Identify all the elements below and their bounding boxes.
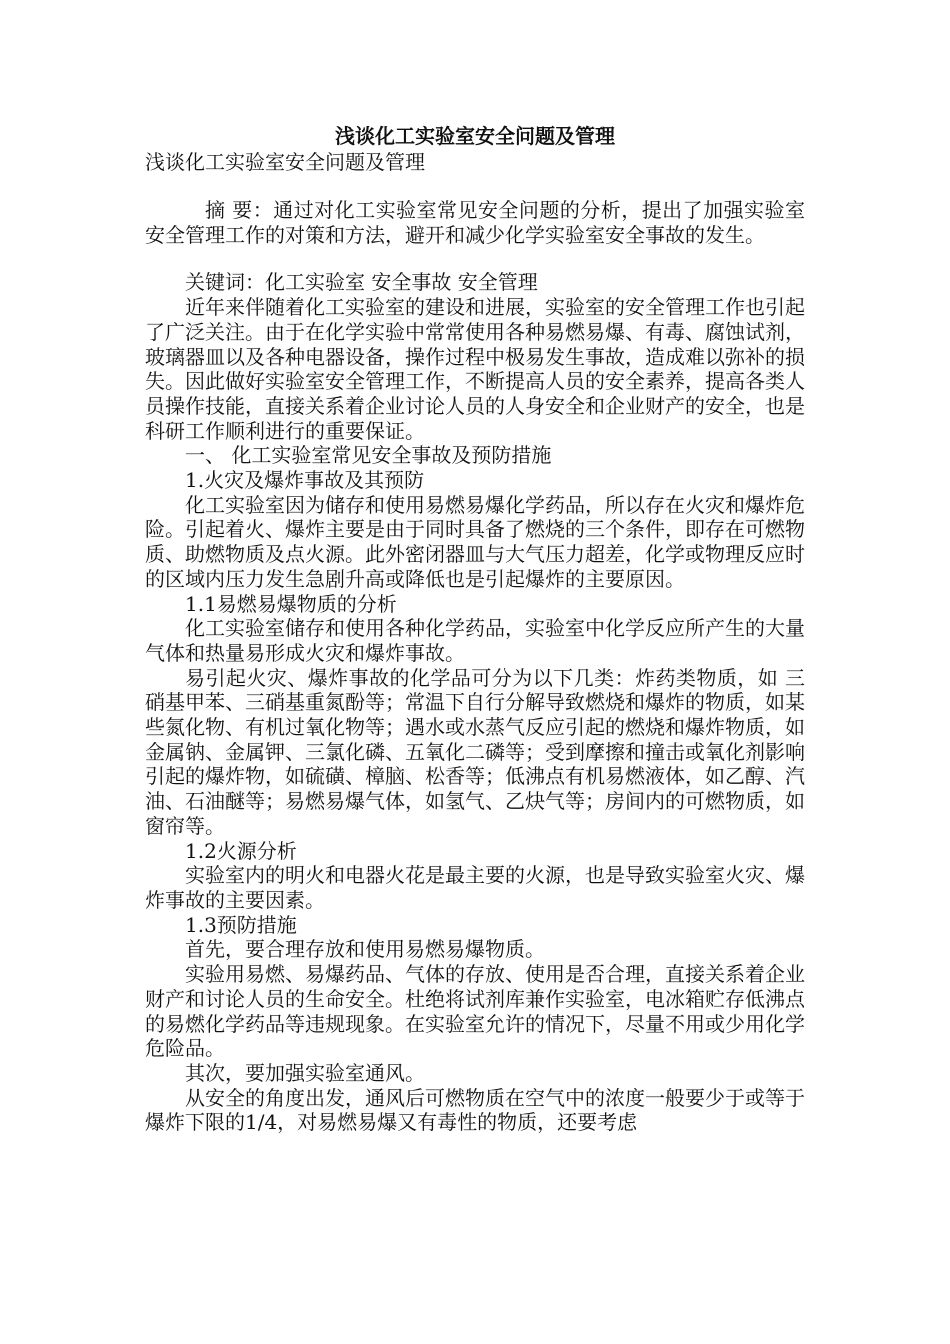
document-subtitle: 浅谈化工实验室安全问题及管理 [145, 150, 425, 174]
document-title: 浅谈化工实验室安全问题及管理 [335, 124, 615, 148]
subsection-heading-1-3: 1.3预防措施 [185, 912, 297, 937]
keywords-line: 关键词：化工实验室 安全事故 安全管理 [185, 270, 538, 295]
subsection-heading-1-2: 1.2火源分析 [185, 838, 297, 863]
intro-paragraph: 近年来伴随着化工实验室的建设和进展，实验室的安全管理工作也引起了广泛关注。由于在化学实验中常常使用各种易燃易爆、有毒、腐蚀试剂，玻璃器皿以及各种电器设备，操作过程中极易发生事故，造成难以弥补的损失。因此做好实验室安全管理工作，不断提高人员的安全素养，提高各类人员操作技能，直接关系着企业讨论人员的人身安全和企业财产的安全，也是科研工作顺利进行的重要保证。 [145, 295, 805, 443]
body-paragraph: 易引起火灾、爆炸事故的化学品可分为以下几类：炸药类物质，如 三硝基甲苯、三硝基重氮酚等；常温下自行分解导致燃烧和爆炸的物质，如某些氮化物、有机过氧化物等；遇水或水蒸气反应引起的燃烧和爆炸物质，如金属钠、金属钾、三氯化磷、五氧化二磷等；受到摩擦和撞击或氧化剂影响引起的爆炸物，如硫磺、樟脑、松香等；低沸点有机易燃液体，如乙醇、汽油、石油醚等；易燃易爆气体，如氢气、乙炔气等；房间内的可燃物质，如窗帘等。 [145, 665, 805, 838]
body-paragraph: 从安全的角度出发，通风后可燃物质在空气中的浓度一般要少于或等于爆炸下限的1/4，对易燃易爆又有毒性的物质，还要考虑 [145, 1085, 805, 1135]
body-paragraph: 化工实验室储存和使用各种化学药品，实验室中化学反应所产生的大量气体和热量易形成火灾和爆炸事故。 [145, 616, 805, 665]
abstract-paragraph: 摘 要：通过对化工实验室常见安全问题的分析，提出了加强实验室安全管理工作的对策和方法，避开和减少化学实验室安全事故的发生。 [145, 198, 805, 247]
subsection-heading-1: 1.火灾及爆炸事故及其预防 [185, 468, 425, 493]
body-paragraph: 其次，要加强实验室通风。 [185, 1060, 425, 1085]
body-paragraph: 实验室内的明火和电器火花是最主要的火源，也是导致实验室火灾、爆炸事故的主要因素。 [145, 863, 805, 912]
subsection-heading-1-1: 1.1易燃易爆物质的分析 [185, 591, 397, 616]
document-body [145, 124, 805, 1135]
body-paragraph: 化工实验室因为储存和使用易燃易爆化学药品，所以存在火灾和爆炸危险。引起着火、爆炸主要是由于同时具备了燃烧的三个条件，即存在可燃物质、助燃物质及点火源。此外密闭器皿与大气压力超差，化学或物理反应时的区域内压力发生急剧升高或降低也是引起爆炸的主要原因。 [145, 492, 805, 591]
section-heading-1: 一、 化工实验室常见安全事故及预防措施 [185, 443, 552, 468]
body-paragraph: 首先，要合理存放和使用易燃易爆物质。 [185, 937, 545, 962]
body-paragraph: 实验用易燃、易爆药品、气体的存放、使用是否合理，直接关系着企业财产和讨论人员的生命安全。杜绝将试剂库兼作实验室，电冰箱贮存低沸点的易燃化学药品等违规现象。在实验室允许的情况下，尽量不用或少用化学危险品。 [145, 962, 805, 1061]
spacer [145, 247, 805, 270]
spacer [145, 175, 805, 198]
